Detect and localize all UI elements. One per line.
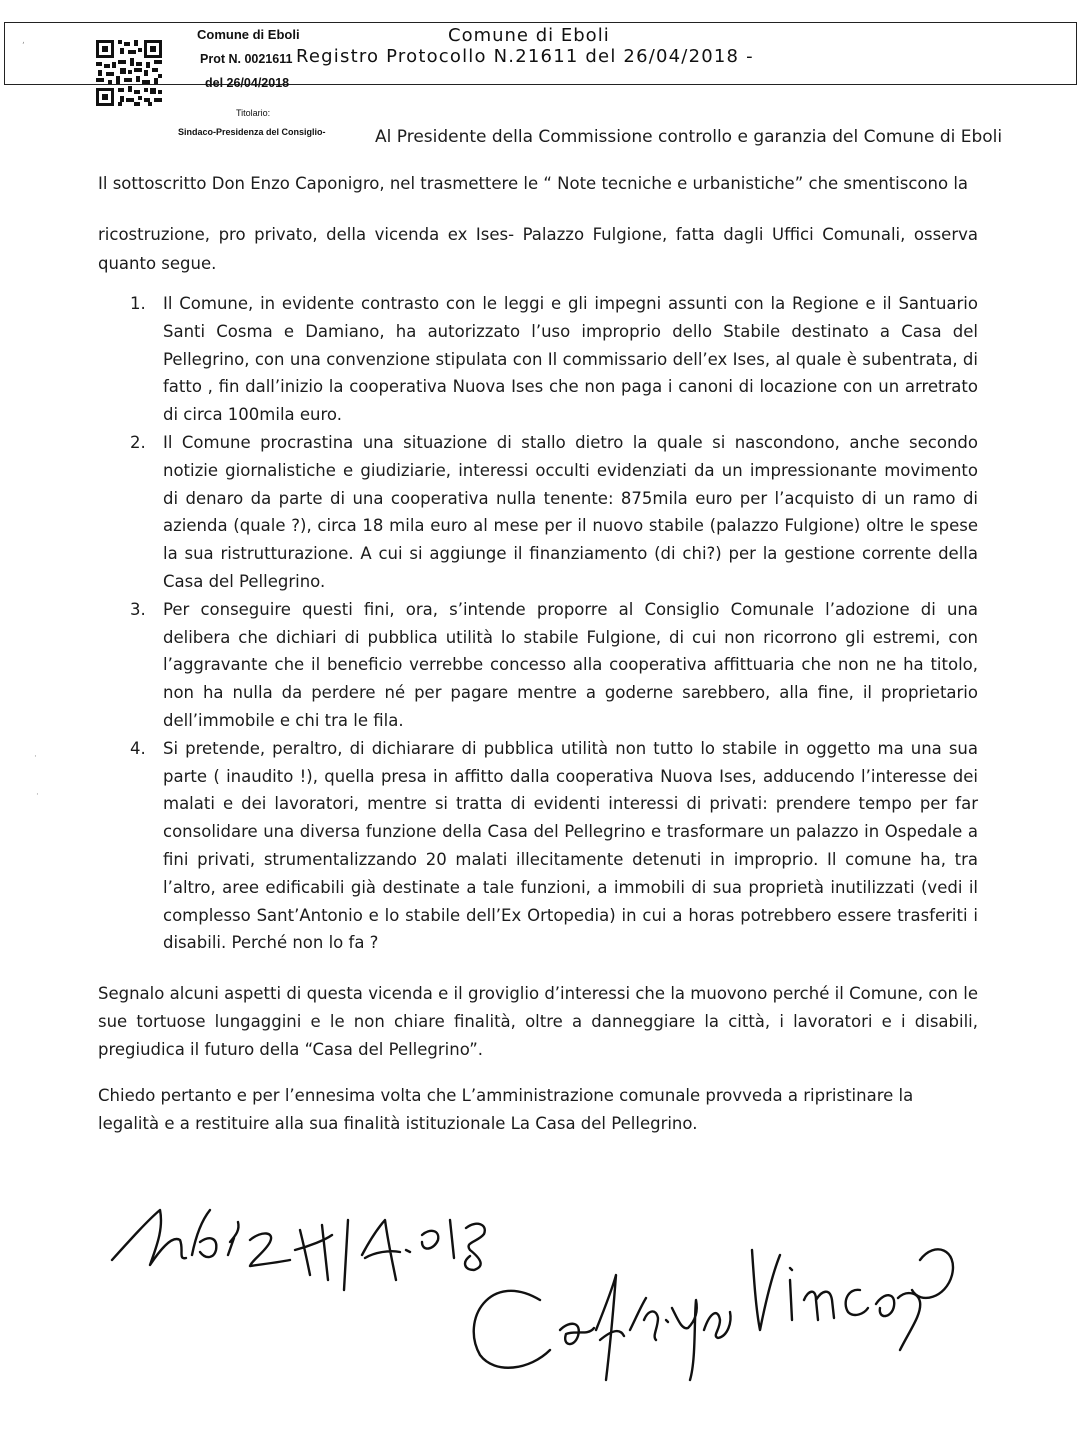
- list-item: [98, 429, 978, 596]
- list-item-text: Il Comune, in evidente contrasto con le leggi e gli impegni assunti con la Regione e il Santuario Santi Cosma e Damiano, ha autorizzato l’uso improprio dello Stabile destinato a Casa del Pellegrino, con una convenzione stipulata con Il commissario dell’ex Ises, al quale è subentrata, di fatto , fin dall’inizio la cooperativa Nuova Ises che non paga i canoni di locazione con un arretrato di circa 100mila euro.: [163, 294, 978, 425]
- letter-intro-line-1: Il sottoscritto Don Enzo Caponigro, nel trasmettere le “ Note tecniche e urbanistiche” che smentiscono la: [98, 174, 969, 193]
- list-item: [98, 735, 978, 957]
- qr-code-icon: [96, 40, 162, 106]
- list-item-number: 2.: [130, 432, 146, 452]
- list-item: [98, 596, 978, 735]
- stamp-date: del 26/04/2018: [205, 76, 290, 90]
- stamp-titolario-label: Titolario:: [236, 108, 271, 118]
- list-item: [98, 290, 978, 429]
- protocol-register-number: Registro Protocollo N.21611 del 26/04/2018 -: [296, 46, 754, 67]
- stamp-comune: Comune di Eboli: [197, 27, 300, 42]
- letter-intro-line-2: ricostruzione, pro privato, della vicenda ex Ises- Palazzo Fulgione, fatta dagli Uffici Comunali, osserva quanto segue.: [98, 225, 978, 273]
- handwritten-signature: [100, 1180, 960, 1390]
- list-item-number: 4.: [130, 738, 146, 758]
- letter-addressee: Al Presidente della Commissione controllo e garanzia del Comune di Eboli: [375, 127, 1003, 147]
- letter-points-list: [98, 290, 978, 957]
- letter-request-paragraph: Chiedo pertanto e per l’ennesima volta che L’amministrazione comunale provveda a ripristinare la legalità e a restituire alla sua finalità istituzionale La Casa del Pellegrino.: [98, 1086, 914, 1133]
- stamp-titolario-value: Sindaco-Presidenza del Consiglio-: [178, 127, 326, 137]
- list-item-text: Per conseguire questi fini, ora, s’intende proporre al Consiglio Comunale l’adozione di una delibera che dichiari di pubblica utilità lo stabile Fulgione, di cui non ricorrono gli estremi, con l’aggravante che il beneficio verrebbe concesso alla cooperativa affittuaria che non ne ha titolo, non ha nulla da perdere né per pagare mentre a goderne sarebbero, alla fine, il proprietario dell’immobile e chi tra le fila.: [163, 599, 978, 730]
- list-item-text: Il Comune procrastina una situazione di stallo dietro la quale si nascondono, anche secondo notizie giornalistiche e giudiziarie, interessi occulti evidenziati da un impressionante movimento di denaro da parte di una cooperativa nulla tenente: 875mila euro per l’acquisto di un ramo di azienda (quale ?), circa 18 mila euro al mese per il nuovo stabile (palazzo Fulgione) oltre le spese la sua ristrutturazione. A cui si aggiunge il finanziamento (di chi?) per la gestione corrente della Casa del Pellegrino.: [163, 432, 978, 591]
- list-item-number: 1.: [130, 294, 146, 313]
- scan-mark: ·: [36, 790, 39, 800]
- stamp-protocol-number: Prot N. 0021611: [200, 52, 293, 66]
- list-item-number: 3.: [130, 599, 146, 619]
- protocol-title: Comune di Eboli: [448, 25, 610, 46]
- list-item-text: Si pretende, peraltro, di dichiarare di pubblica utilità non tutto lo stabile in oggetto ma una sua parte ( inaudito !), quella presa in affitto dalla cooperativa Nuova Ises, adducendo l’interesse dei malati e dei lavoratori, mentre si tratta di evidenti interessi di privati: prendere tempo per far consolidare una diversa funzione della Casa del Pellegrino e trasformare un palazzo in Ospedale a fini privati, strumentalizzando 20 malati illecitamente detenuti in improprio. Il comune ha, tra l’altro, aree edificabili già destinate a tale funzioni, a immobili di sua proprietà inutilizzati (vedi il complesso Sant’Antonio e lo stabile dell’Ex Ortopedia) in cui a horas potrebbero essere trasferiti i disabili. Perché non lo fa ?: [163, 738, 978, 953]
- scan-mark: ,: [22, 36, 25, 46]
- letter-closing-paragraph: Segnalo alcuni aspetti di questa vicenda e il groviglio d’interessi che la muovono perché il Comune, con le sue tortuose lungaggini e le non chiare finalità, oltre a danneggiare la città, i lavoratori e i disabili, pregiudica il futuro della “Casa del Pellegrino”.: [98, 984, 978, 1059]
- scan-mark: ·: [34, 752, 37, 762]
